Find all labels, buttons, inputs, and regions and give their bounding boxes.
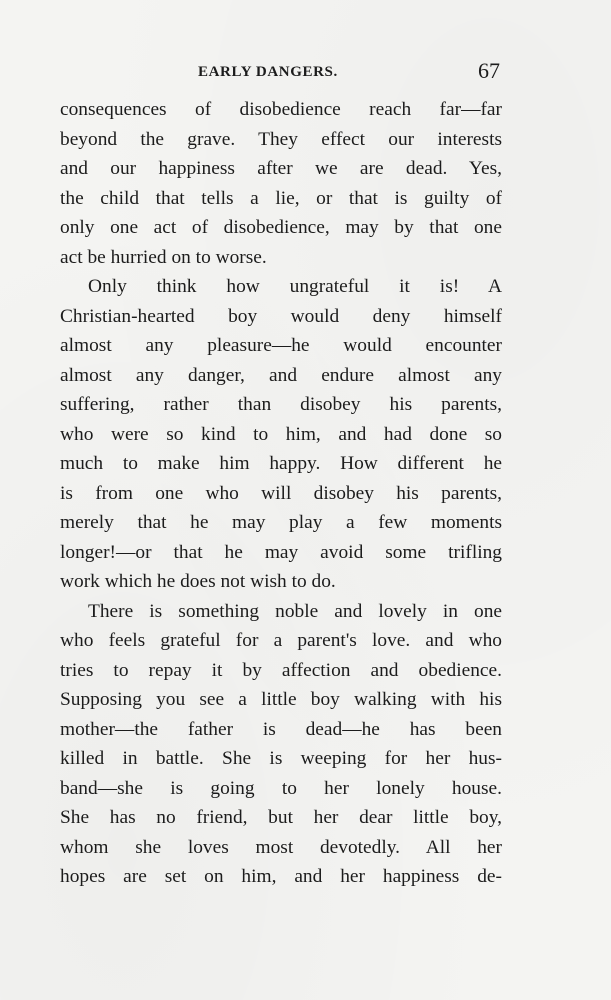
text-line: tries to repay it by affection and obedience. — [60, 659, 502, 681]
page-header — [60, 58, 502, 88]
text-line: only one act of disobedience, may by that one — [60, 217, 502, 238]
text-line: suffering, rather than disobey his parents, — [60, 394, 502, 415]
text-line: killed in battle. She is weeping for her hus- — [60, 748, 502, 769]
text-line: longer!—or that he may avoid some trifling — [60, 541, 502, 563]
text-line: Only think how ungrateful it is! A — [88, 276, 502, 297]
text-line: who feels grateful for a parent's love. and who — [60, 630, 502, 651]
text-line: band—she is going to her lonely house. — [60, 777, 502, 799]
text-line: She has no friend, but her dear little boy, — [60, 807, 502, 828]
text-line: and our happiness after we are dead. Yes, — [60, 158, 502, 179]
body-text — [60, 95, 502, 892]
text-line: work which he does not wish to do. — [60, 571, 336, 592]
text-line: whom she loves most devotedly. All her — [60, 836, 502, 858]
text-line: Christian-hearted boy would deny himself — [60, 305, 502, 327]
text-line: almost any pleasure—he would encounter — [60, 335, 502, 356]
page-number: 67 — [478, 58, 500, 83]
text-line: mother—the father is dead—he has been — [60, 718, 502, 740]
text-line: consequences of disobedience reach far—far — [60, 99, 502, 120]
text-line: There is something noble and lovely in one — [88, 600, 502, 622]
text-line: merely that he may play a few moments — [60, 512, 502, 533]
text-line: the child that tells a lie, or that is guilty of — [60, 187, 502, 209]
text-line: is from one who will disobey his parents, — [60, 482, 502, 504]
text-line: act be hurried on to worse. — [60, 246, 267, 268]
text-line: Supposing you see a little boy walking with his — [60, 689, 502, 710]
text-line: almost any danger, and endure almost any — [60, 364, 502, 386]
text-line: beyond the grave. They effect our interests — [60, 128, 502, 150]
text-line: hopes are set on him, and her happiness de- — [60, 866, 502, 887]
text-line: much to make him happy. How different he — [60, 453, 502, 474]
running-head: EARLY DANGERS. — [198, 64, 338, 80]
text-line: who were so kind to him, and had done so — [60, 423, 502, 445]
